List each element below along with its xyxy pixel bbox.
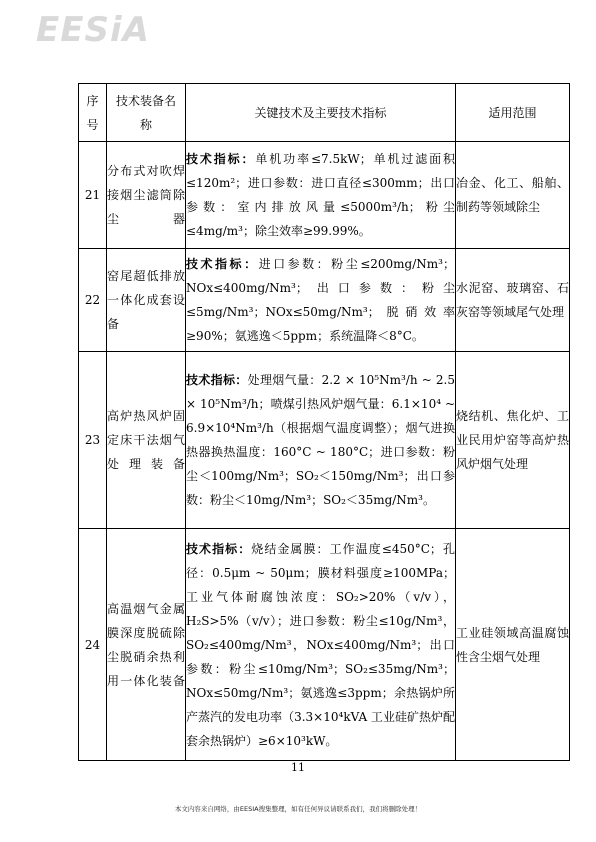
header-spec: 关键技术及主要技术指标 <box>186 84 456 142</box>
table-header-row <box>79 84 570 142</box>
row-equipment: 分布式对吹焊接烟尘滤筒除尘器 <box>107 142 186 249</box>
spec-label: 技术指标： <box>186 152 256 166</box>
row-scope: 工业硅领域高温腐蚀性含尘烟气处理 <box>456 529 570 761</box>
spec-text: 单机功率≤7.5kW；单机过滤面积≤120m²；进口参数：进口直径≤300mm；出口参数：室内排放风量≤5000m³/h；粉尘≤4mg/m³；除尘效率≥99.99%。 <box>186 152 455 238</box>
row-no: 24 <box>79 529 107 761</box>
row-scope: 冶金、化工、船舶、制药等领域除尘 <box>456 142 570 249</box>
spec-label: 技术指标： <box>186 541 252 556</box>
row-equipment: 窑尾超低排放一体化成套设备 <box>107 249 186 352</box>
spec-text: 处理烟气量：2.2 × 10⁵Nm³/h ~ 2.5 × 10⁵Nm³/h；喷煤引热风炉烟气量：6.1×10⁴ ~ 6.9×10⁴Nm³/h（根据烟气温度调整）；烟气进换热器换热温度：160°C ~ 180°C；进口参数：粉尘＜100mg/Nm³；SO₂＜150mg/Nm³；出口参数：粉尘＜10mg/Nm³；SO₂＜35mg/Nm³。 <box>186 373 455 507</box>
row-spec <box>186 529 456 761</box>
row-no: 21 <box>79 142 107 249</box>
row-scope: 烧结机、焦化炉、工业民用炉窑等高炉热风炉烟气处理 <box>456 352 570 529</box>
table-row <box>79 142 570 249</box>
header-scope: 适用范围 <box>456 84 570 142</box>
row-no: 23 <box>79 352 107 529</box>
row-spec <box>186 352 456 529</box>
spec-label: 技术指标： <box>186 257 259 271</box>
header-equipment: 技术装备名称 <box>107 84 186 142</box>
page-number: 11 <box>291 761 305 774</box>
eesia-logo: EESiA <box>36 10 150 50</box>
row-equipment: 高温烟气金属膜深度脱硫除尘脱硝余热利用一体化装备 <box>107 529 186 761</box>
table-row <box>79 249 570 352</box>
row-no: 22 <box>79 249 107 352</box>
spec-text: 烧结金属膜：工作温度≤450°C；孔径：0.5μm ~ 50μm；膜材料强度≥100MPa；工业气体耐腐蚀浓度：SO₂>20%（v/v），H₂S>5%（v/v）；进口参数：粉尘≤10g/Nm³，SO₂≤400mg/Nm³，NOx≤400mg/Nm³；出口参数：粉尘≤10mg/Nm³；SO₂≤35mg/Nm³；NOx≤50mg/Nm³；氨逃逸≤3ppm；余热锅炉所产蒸汽的发电功率（3.3×10⁴kVA 工业硅矿热炉配套余热锅炉）≥6×10³kW。 <box>186 541 455 748</box>
row-spec <box>186 249 456 352</box>
header-no: 序号 <box>79 84 107 142</box>
table-row <box>79 352 570 529</box>
footer-disclaimer: 本文内容来自网络，由EESIA搜集整理，如有任何异议请联系我们，我们将删除处理！ <box>174 805 422 813</box>
spec-label: 技术指标： <box>186 373 248 387</box>
table-row <box>79 529 570 761</box>
row-scope: 水泥窑、玻璃窑、石灰窑等领域尾气处理 <box>456 249 570 352</box>
row-equipment: 高炉热风炉固定床干法烟气处理装备 <box>107 352 186 529</box>
spec-text: 进口参数：粉尘≤200mg/Nm³；NOx≤400mg/Nm³；出口参数：粉尘≤5mg/Nm³；NOx≤50mg/Nm³；脱硝效率≥90%；氨逃逸＜5ppm；系统温降＜8°C。 <box>186 257 455 343</box>
row-spec <box>186 142 456 249</box>
equipment-table <box>78 83 570 761</box>
